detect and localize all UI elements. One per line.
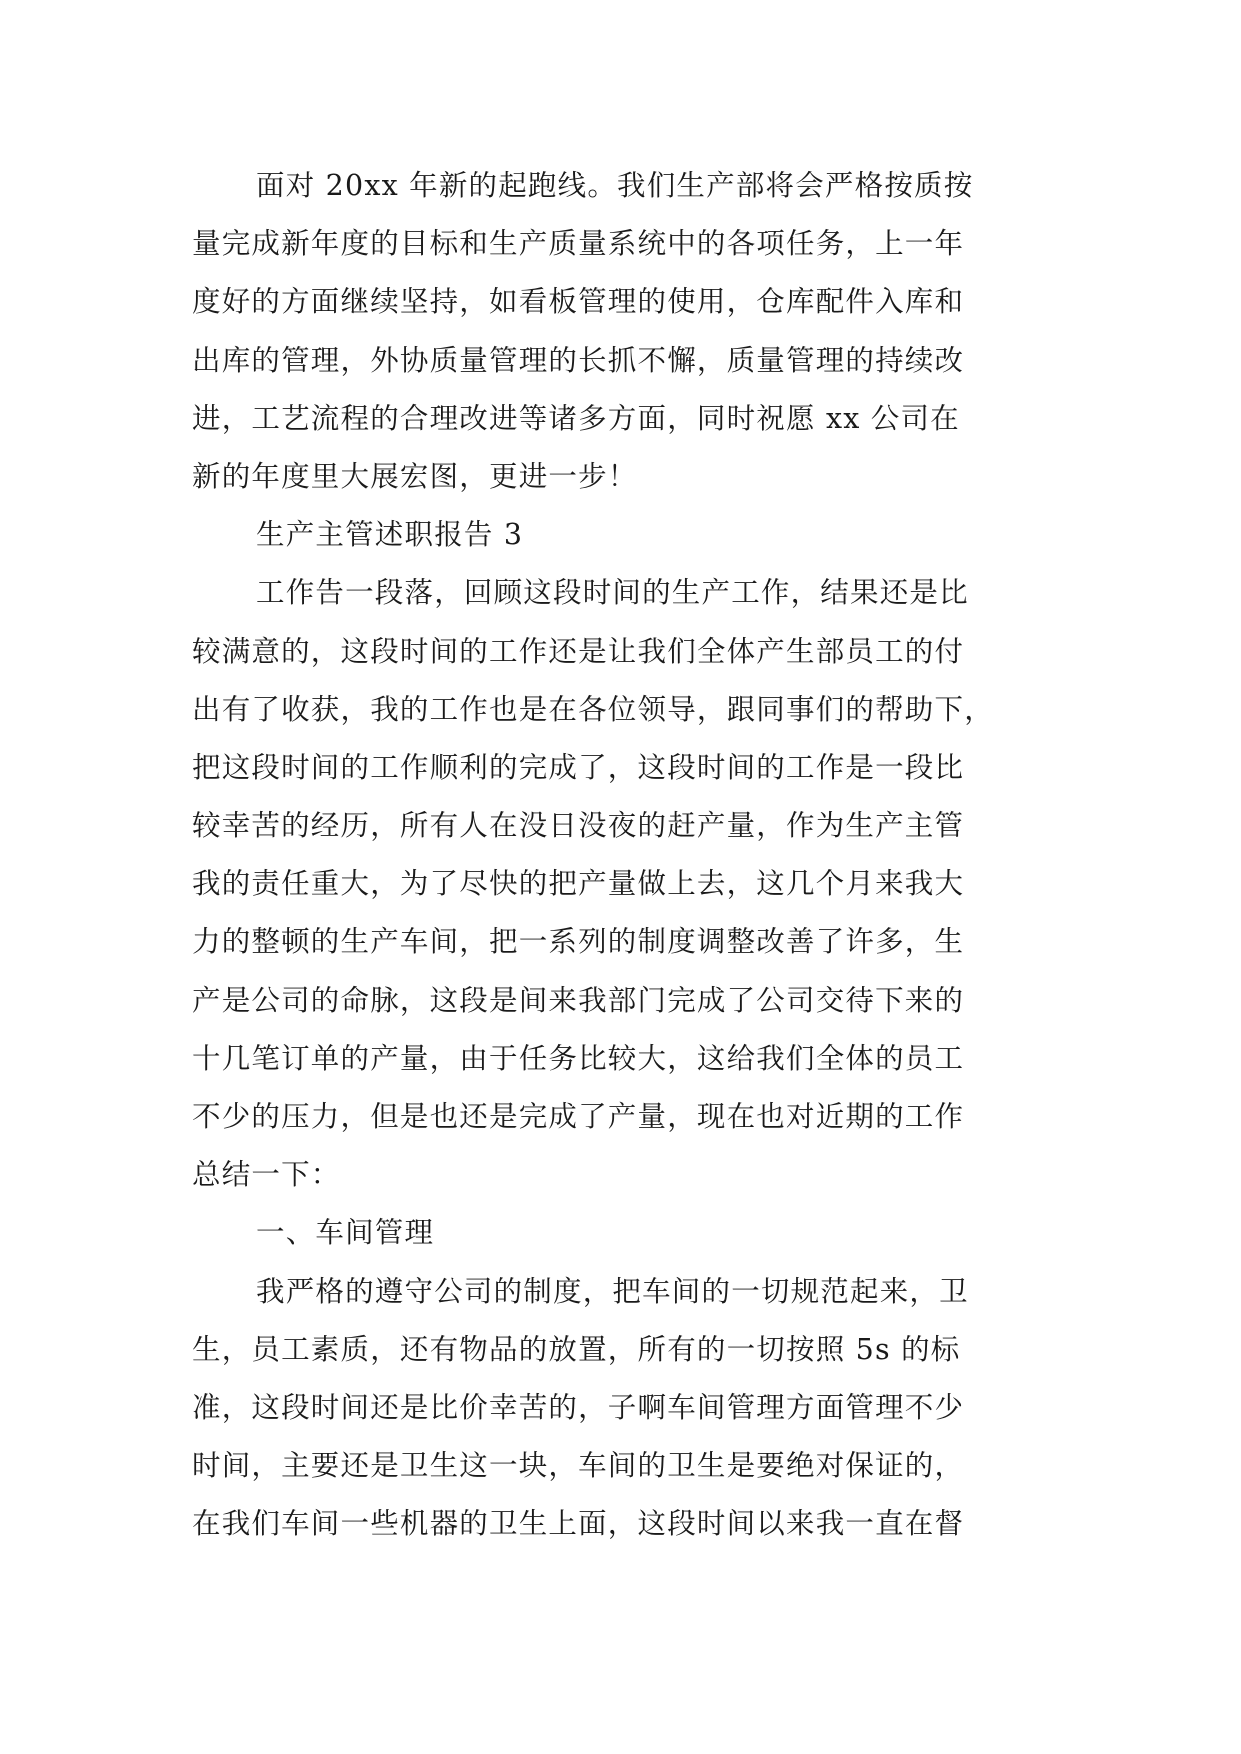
paragraph-line: 工作告一段落，回顾这段时间的生产工作，结果还是比 xyxy=(256,576,969,610)
paragraph-line: 我的责任重大，为了尽快的把产量做上去，这几个月来我大 xyxy=(192,867,965,901)
paragraph-line: 出有了收获，我的工作也是在各位领导，跟同事们的帮助下， xyxy=(192,692,994,726)
paragraph-line: 把这段时间的工作顺利的完成了，这段时间的工作是一段比 xyxy=(192,750,965,784)
paragraph-line: 时间，主要还是卫生这一块，车间的卫生是要绝对保证的， xyxy=(192,1449,965,1483)
paragraph-line: 面对 20xx 年新的起跑线。我们生产部将会严格按质按 xyxy=(256,169,974,202)
paragraph-line: 准，这段时间还是比价幸苦的，子啊车间管理方面管理不少 xyxy=(192,1390,965,1424)
paragraph-line: 较满意的，这段时间的工作还是让我们全体产生部员工的付 xyxy=(192,634,965,668)
section-heading: 一、车间管理 xyxy=(256,1216,435,1250)
paragraph-line: 在我们车间一些机器的卫生上面，这段时间以来我一直在督 xyxy=(192,1507,965,1541)
paragraph-line: 出库的管理，外协质量管理的长抓不懈，质量管理的持续改 xyxy=(192,343,965,377)
paragraph-line: 进，工艺流程的合理改进等诸多方面，同时祝愿 xx 公司在 xyxy=(192,401,960,435)
paragraph-line: 生，员工素质，还有物品的放置，所有的一切按照 5s 的标 xyxy=(192,1332,961,1366)
paragraph-line: 较幸苦的经历，所有人在没日没夜的赶产量，作为生产主管 xyxy=(192,809,965,843)
paragraph-line: 十几笔订单的产量，由于任务比较大，这给我们全体的员工 xyxy=(192,1041,965,1075)
paragraph-line: 量完成新年度的目标和生产质量系统中的各项任务，上一年 xyxy=(192,227,965,261)
paragraph-line: 总结一下： xyxy=(192,1158,341,1192)
paragraph-line: 力的整顿的生产车间，把一系列的制度调整改善了许多，生 xyxy=(192,925,965,959)
paragraph-line: 新的年度里大展宏图，更进一步！ xyxy=(192,459,638,493)
paragraph-line: 不少的压力，但是也还是完成了产量，现在也对近期的工作 xyxy=(192,1100,965,1133)
document-body xyxy=(192,157,1050,1554)
paragraph-line: 我严格的遵守公司的制度，把车间的一切规范起来，卫 xyxy=(256,1274,969,1308)
paragraph-line: 产是公司的命脉，这段是间来我部门完成了公司交待下来的 xyxy=(192,983,965,1017)
paragraph-line: 度好的方面继续坚持，如看板管理的使用，仓库配件入库和 xyxy=(192,285,965,319)
section-title: 生产主管述职报告 3 xyxy=(256,518,524,552)
